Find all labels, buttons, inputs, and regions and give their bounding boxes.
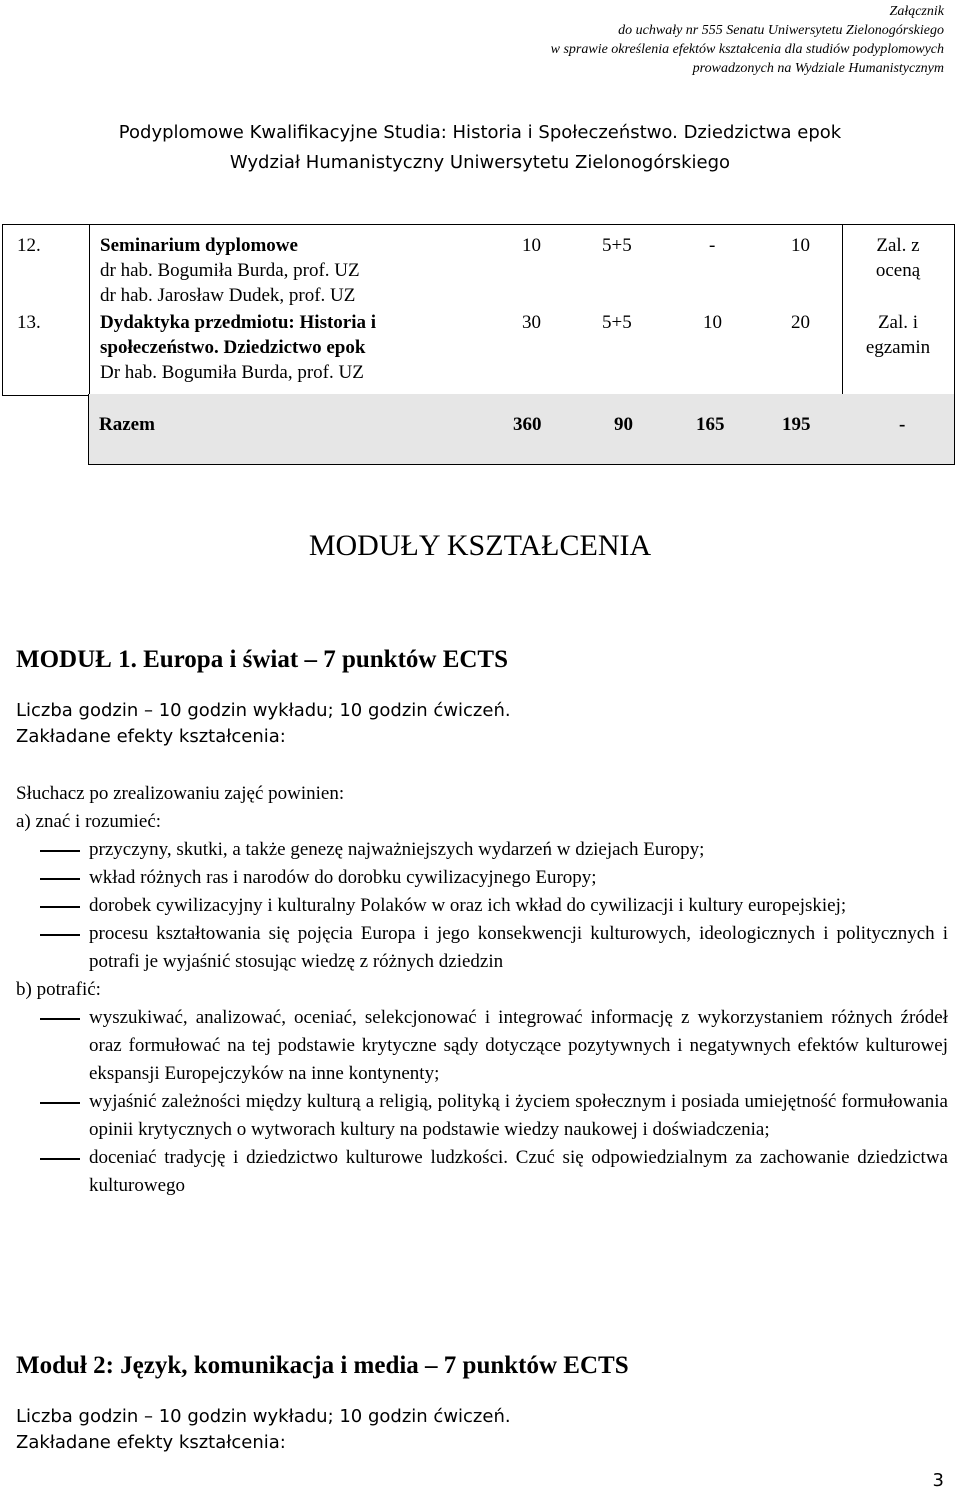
hours-total: 30 — [522, 312, 541, 333]
total-form: - — [899, 414, 906, 435]
course-title: Seminarium dyplomowe — [100, 235, 298, 256]
list-item: wyjaśnić zależności między kulturą a religią, polityką i życiem społecznym i posiada umiejętność formułowania opinii krytycznych o wytworach kultury na podstawie wiedzy naukowej i doświadczenia; — [16, 1088, 948, 1144]
list-item: wyszukiwać, analizować, oceniać, selekcjonować i integrować informację z wykorzystaniem różnych źródeł oraz formułować na tej podstawie krytyczne sądy dotyczące pozytywnych i negatywnych efektów kulturowej ekspansji Europejczyków na inne kontynenty; — [16, 1004, 948, 1088]
module2-hours: Liczba godzin – 10 godzin wykładu; 10 godzin ćwiczeń. — [16, 1406, 511, 1427]
module1-title: MODUŁ 1. Europa i świat – 7 punktów ECTS — [16, 646, 509, 673]
hours-lectures: 5+5 — [602, 235, 632, 256]
section-b-label: b) potrafić: — [16, 979, 101, 1000]
row-number: 13. — [17, 312, 41, 333]
annex-line: prowadzonych na Wydziale Humanistycznym — [692, 61, 944, 76]
course-title: społeczeństwo. Dziedzictwo epok — [100, 337, 366, 358]
module2-effects-label: Zakładane efekty kształcenia: — [16, 1432, 286, 1453]
modules-heading: MODUŁY KSZTAŁCENIA — [308, 529, 652, 562]
row-number: 12. — [17, 235, 41, 256]
list-item: dorobek cywilizacyjny i kulturalny Polaków w oraz ich wkład do cywilizacji i kultury europejskiej; — [16, 892, 948, 920]
annex-line: Załącznik — [889, 4, 944, 19]
course-table — [2, 224, 955, 396]
hours-total: 10 — [522, 235, 541, 256]
total-lectures: 90 — [614, 414, 633, 435]
course-teacher: dr hab. Jarosław Dudek, prof. UZ — [100, 285, 356, 306]
assessment-form: oceną — [875, 260, 921, 281]
module1-effects-label: Zakładane efekty kształcenia: — [16, 726, 286, 747]
total-exercises: 165 — [696, 414, 725, 435]
course-teacher: Dr hab. Bogumiła Burda, prof. UZ — [100, 362, 364, 383]
list-item: przyczyny, skutki, a także genezę najważniejszych wydarzeń w dziejach Europy; — [16, 836, 948, 864]
annex-header — [551, 2, 944, 78]
assessment-form: Zal. z — [876, 235, 920, 256]
module1-intro: Słuchacz po zrealizowaniu zajęć powinien: — [16, 783, 345, 804]
list-item: wkład różnych ras i narodów do dorobku cywilizacyjnego Europy; — [16, 864, 948, 892]
module1-effects — [16, 780, 948, 1200]
list-item: procesu kształtowania się pojęcia Europa i jego konsekwencji kulturowych, ideologicznych i politycznych i potrafi je wyjaśnić stosując wiedzę z różnych dziedzin — [16, 920, 948, 976]
hours-other: 10 — [791, 235, 810, 256]
document-title — [0, 118, 960, 178]
study-title: Podyplomowe Kwalifikacyjne Studia: Historia i Społeczeństwo. Dziedzictwa epok — [118, 122, 842, 143]
page-number: 3 — [932, 1470, 944, 1491]
annex-line: w sprawie określenia efektów kształcenia dla studiów podyplomowych — [550, 42, 944, 57]
table-divider — [89, 225, 90, 395]
hours-exercises: - — [709, 235, 716, 256]
course-teacher: dr hab. Bogumiła Burda, prof. UZ — [100, 260, 360, 281]
faculty-name: Wydział Humanistyczny Uniwersytetu Zielonogórskiego — [229, 152, 731, 173]
annex-line: do uchwały nr 555 Senatu Uniwersytetu Zielonogórskiego — [618, 23, 944, 38]
total-label: Razem — [99, 414, 155, 435]
section-a-label: a) znać i rozumieć: — [16, 811, 162, 832]
hours-other: 20 — [791, 312, 810, 333]
course-title: Dydaktyka przedmiotu: Historia i — [100, 312, 377, 333]
hours-exercises: 10 — [703, 312, 722, 333]
assessment-form: Zal. i — [877, 312, 919, 333]
total-hours: 360 — [513, 414, 542, 435]
list-item: doceniać tradycję i dziedzictwo kulturowe ludzkości. Czuć się odpowiedzialnym za zachowanie dziedzictwa kulturowego — [16, 1144, 948, 1200]
total-row — [88, 394, 955, 465]
assessment-form: egzamin — [865, 337, 931, 358]
module2-title: Moduł 2: Język, komunikacja i media – 7 punktów ECTS — [16, 1352, 629, 1379]
hours-lectures: 5+5 — [602, 312, 632, 333]
module1-hours: Liczba godzin – 10 godzin wykładu; 10 godzin ćwiczeń. — [16, 700, 511, 721]
total-other: 195 — [782, 414, 811, 435]
